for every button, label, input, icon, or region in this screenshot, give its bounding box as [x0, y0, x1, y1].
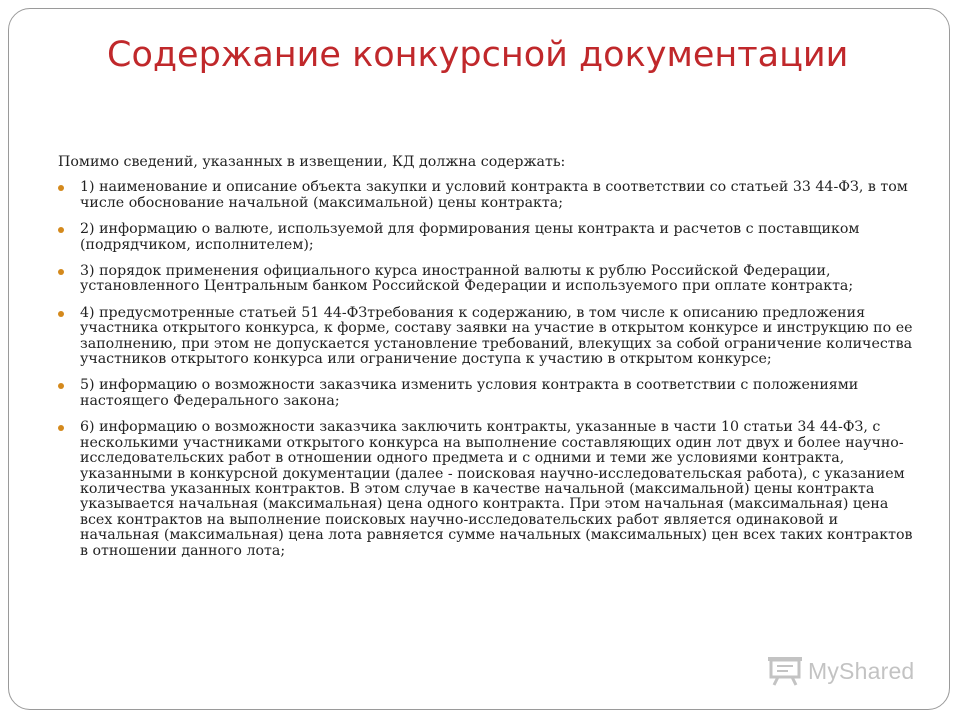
intro-text: Помимо сведений, указанных в извещении, КД должна содержать:: [58, 154, 566, 170]
bullet-icon: [58, 425, 64, 431]
list-item: [58, 222, 916, 253]
myshared-watermark: [768, 656, 914, 686]
list-item-text: 2) информацию о валюте, используемой для формирования цены контракта и расчетов с поставщиком (подрядчиком, исполнителем);: [80, 221, 860, 253]
watermark-text: MyShared: [808, 657, 915, 684]
bullet-icon: [58, 269, 64, 275]
list-item-text: 4) предусмотренные статьей 51 44-ФЗтребования к содержанию, в том числе к описанию предложения участника открытого конкурса, к форме, составу заявки на участие в открытом конкурсе и инструкцию по ее заполнению, при этом не допускается установление требований, влекущих за собой ограничение количества участников открытого конкурса или ограничение доступа к участию в открытом конкурсе;: [80, 304, 913, 368]
list-item: [58, 306, 916, 368]
list-item-text: 5) информацию о возможности заказчика изменить условия контракта в соответствии с положениями настоящего Федерального закона;: [80, 377, 859, 409]
slide-title: Содержание конкурсной документации: [107, 35, 849, 75]
list-item: [58, 180, 916, 211]
list-item-text: 3) порядок применения официального курса иностранной валюты к рублю Российской Федерации, установленного Центральным банком Российской Федерации и используемого при оплате контракта;: [80, 263, 854, 295]
requirements-list: [58, 180, 916, 559]
bullet-icon: [58, 185, 64, 191]
list-item: [58, 378, 916, 409]
list-item-text: 6) информацию о возможности заказчика заключить контракты, указанные в части 10 статьи 34 44-ФЗ, с несколькими участниками открытого конкурса на выполнение составляющих один лот двух и более научно-исследовательских работ в отношении одного предмета и с одними и теми же условиями контракта, указанными в конкурсной документации (далее - поисковая научно-исследовательская работа), с указанием количества указанных контрактов. В этом случае в качестве начальной (максимальной) цены контракта указывается начальная (максимальная) цена одного контракта. При этом начальная (максимальная) цена всех контрактов на выполнение поисковых научно-исследовательских работ является одинаковой и начальная (максимальная) цена лота равняется сумме начальных (максимальных) цен всех таких контрактов в отношении данного лота;: [80, 419, 913, 559]
blackboard-icon: [768, 656, 802, 686]
list-item-text: 1) наименование и описание объекта закупки и условий контракта в соответствии со статьей 33 44-ФЗ, в том числе обоснование начальной (максимальной) цены контракта;: [80, 179, 908, 211]
list-item: [58, 264, 916, 295]
list-item: [58, 420, 916, 559]
bullet-icon: [58, 383, 64, 389]
bullet-icon: [58, 311, 64, 317]
bullet-icon: [58, 227, 64, 233]
slide-content: [58, 155, 916, 570]
